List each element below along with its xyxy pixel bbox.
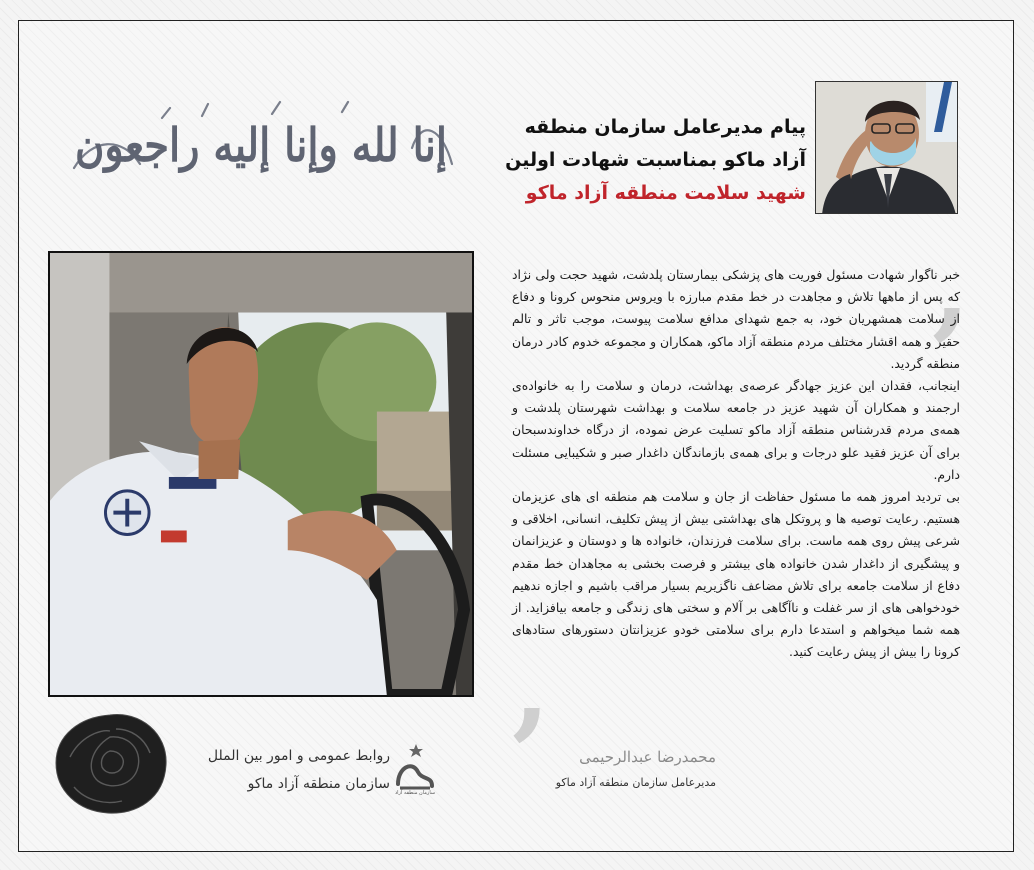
- signature-name: محمدرضا عبدالرحیمی: [579, 748, 716, 766]
- headline-line2: آزاد ماکو بمناسبت شهادت اولین: [505, 149, 806, 171]
- martyr-photo: [48, 251, 474, 697]
- headline-line3: شهید سلامت منطقه آزاد ماکو: [525, 182, 806, 204]
- public-relations-label: روابط عمومی و امور بین الملل: [207, 748, 390, 764]
- open-quote-icon: ,: [932, 222, 971, 351]
- signature-title: مدیرعامل سازمان منطقه آزاد ماکو: [555, 776, 716, 789]
- organization-label: سازمان منطقه آزاد ماکو: [247, 776, 390, 792]
- logo-subtext: سازمان منطقه آزاد: [394, 790, 436, 796]
- close-quote-icon: ,: [512, 622, 551, 751]
- headline-line1: پیام مدیرعامل سازمان منطقه: [524, 116, 806, 138]
- message-body: [512, 264, 960, 664]
- headline: [505, 111, 806, 210]
- message-paragraph-1: خبر ناگوار شهادت مسئول فوریت های پزشکی بیمارستان پلدشت، شهید حجت ولی نژاد که پس از ماهها تلاش و مجاهدت در خط مقدم مبارزه با ویروس منحوس کرونا و دفاع از سلامت همشهریان خود، به جمع شهدای مدافع سلامت پیوست، موجب تاثر و تالم حقیر و همه اقشار مختلف مردم منطقه آزاد ماکو، همکاران و مجموعه خدوم کادر درمان منطقه گردید.: [512, 267, 960, 371]
- message-paragraph-2: اینجانب، فقدان این عزیز جهادگر عرصه‌ی بهداشت، درمان و سلامت را به خانواده‌ی ارجمند و همکاران آن شهید عزیز در جامعه سلامت و بهداشت شهرستان پلدشت و همه‌ی مردم قدرشناس منطقه آزاد ماکو تسلیت عرض نموده، از درگاه خداوندسبحان برای آن عزیز فقید علو درجات و برای همه‌ی بازماندگان داغدار صبر و شکیبایی مسئلت دارم.: [512, 378, 960, 482]
- calligraphy-banner: [62, 98, 460, 194]
- calligraphy-text: إنا لله وإنا إليه راجعون: [74, 118, 448, 173]
- message-paragraph-3: بی تردید امروز همه ما مسئول حفاظت از جان و سلامت هم منطقه ای های عزیزمان هستیم. رعایت توصیه ها و پروتکل های بهداشتی بیش از پیش تکلیف، انسانی، اخلاقی و شرعی پیش روی همه ماست. برای سلامت فرزندان، خانواده ها و دوستان و عزیزانمان و پیشگیری از داغدار شدن خانواده های بیشتر و فرصت بخشی به مجاهدان خط مقدم دفاع از سلامت جامعه برای تلاش مضاعف ناگزیریم بسیار مراقب باشیم و اجازه ندهیم خودخواهی های از سر غفلت و ناآگاهی بر آلام و سختی های زندگی و جامعه بیافزاید. از همه شما میخواهم و استدعا دارم برای سلامتی خودو عزیزانتان دستورهای ستادهای کرونا را بیش از پیش رعایت کنید.: [512, 489, 960, 660]
- black-rose-icon: [50, 707, 172, 819]
- director-portrait: [815, 81, 958, 214]
